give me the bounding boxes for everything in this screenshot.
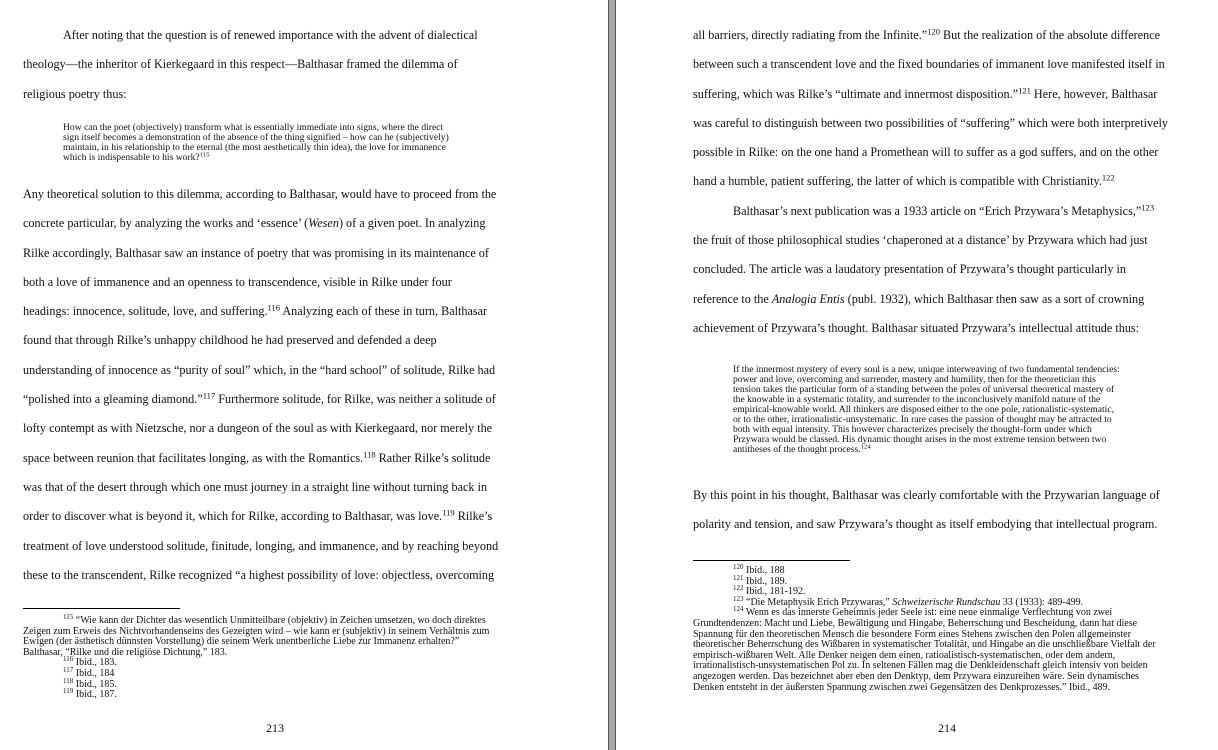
text-run: all barriers, directly radiating from the Infinite.”	[693, 28, 928, 42]
text-run: empirisch-wißbaren Welt. Alle Denker neigen dem einen, ratioalistisch-systematischen, oder dem andern,	[693, 649, 1116, 661]
text-run: concluded. The article was a laudatory presentation of Przywara’s thought particularly in	[693, 262, 1126, 277]
text-line	[23, 326, 498, 355]
text-line	[23, 561, 498, 590]
footnote-separator	[23, 608, 180, 609]
text-run: tension takes the particular form of a standing between the poles of universal theoretical mastery of	[733, 384, 1115, 395]
footnote-ref: 121	[733, 573, 744, 582]
footnote-ref: 116	[63, 655, 74, 664]
text-line	[23, 356, 498, 385]
footnote-ref: 118	[363, 448, 376, 459]
text-line	[23, 414, 498, 443]
text-line	[23, 502, 498, 531]
footnote-ref: 122	[1101, 172, 1115, 183]
text-run: space between reunion that facilitates longing, as with the Romantics.	[23, 450, 364, 465]
body-paragraph	[693, 21, 1168, 343]
footnote-ref: 123	[733, 594, 744, 603]
footnote-ref: 115	[199, 151, 210, 159]
intro-paragraph	[23, 21, 478, 109]
footnote-line	[23, 687, 489, 701]
text-line	[23, 532, 498, 561]
text-line	[23, 21, 478, 50]
text-run: polarity and tension, and saw Przywara’s thought as itself embodying that intellectual program.	[693, 517, 1158, 532]
text-run: Wenn es das innerste Geheimnis jeder Seele ist: eine neue einmalige Verflechtung von zwei	[743, 607, 1113, 619]
text-line	[693, 50, 1168, 79]
text-line	[23, 444, 498, 473]
text-run: the fruit of those philosophical studies ‘chaperoned at a distance’ by Przywara which had just	[693, 233, 1148, 248]
text-run: or to the other, irrationalistic-unsystematic. In rare cases the passion of thought may be attracted to	[733, 414, 1112, 425]
footnote-ref: 122	[733, 584, 744, 593]
text-run: “Die Metaphysik Erich Przywaras,”	[743, 596, 893, 608]
text-run: concrete particular, by analyzing the works and ‘essence’ (	[23, 216, 309, 231]
text-run: the knowable in a systematic totality, and surrender to the inconclusively manifold nature of the	[733, 394, 1101, 405]
text-run: Balthasar’s next publication was a 1933 article on “Erich Przywara’s Metaphysics,”	[733, 203, 1142, 218]
text-line	[693, 138, 1168, 167]
text-run: “Wie kann der Dichter das wesentlich Unmitteilbare (objektiv) in Zeichen umsetzen, wo doch direktes	[73, 615, 486, 626]
block-quote	[63, 123, 449, 163]
footnote-ref: 121	[1018, 84, 1031, 95]
page-214	[616, 0, 1218, 750]
italic-text: Schweizerische Rundschau	[892, 596, 1001, 608]
text-line	[693, 80, 1168, 109]
closing-paragraph	[693, 481, 1160, 540]
text-run: antitheses of the thought process.	[733, 444, 861, 455]
text-run: both a love of immanence and an openness to transcendence, visible in Rilke under four	[23, 274, 452, 289]
text-line	[23, 473, 498, 502]
text-run: achievement of Przywara’s thought. Balthasar situated Przywara’s intellectual attitude thus:	[693, 320, 1140, 335]
text-run: which is indispensable to his work?	[63, 152, 200, 163]
text-line	[23, 385, 498, 414]
footnote-ref: 124	[733, 605, 744, 614]
text-run: empirical-knowable world. All thinkers are disposed either to the one pole, rationalistic-systematic,	[733, 404, 1114, 415]
text-run: between such a transcendent love and the fixed boundaries of immanent love manifested itself in	[693, 57, 1165, 72]
text-run: these to the transcendent, Rilke recognized “a highest possibility of love: objectless, overcoming	[23, 567, 495, 582]
footnote-ref: 119	[442, 507, 455, 518]
text-run: “polished into a gleaming diamond.”	[23, 392, 203, 407]
text-line	[693, 285, 1168, 314]
text-line	[693, 109, 1168, 138]
page-213	[0, 0, 608, 750]
footnote-ref: 120	[733, 563, 744, 572]
text-run: Here, however, Balthasar	[1030, 86, 1158, 101]
text-run: theology—the inheritor of Kierkegaard in this respect—Balthasar framed the dilemma of	[23, 57, 458, 72]
text-line	[693, 314, 1168, 343]
text-line	[693, 481, 1160, 510]
text-run: Furthermore solitude, for Rilke, was neither a solitude of	[215, 392, 496, 407]
text-run: Ibid., 183.	[73, 657, 117, 669]
text-run: angezogen werden. Das bezeichnet aber eben den Denktyp, dem Przywara einzureihen wäre. Sein dynamisches	[693, 670, 1139, 682]
text-line	[733, 445, 1120, 455]
page-number: 214	[938, 721, 956, 735]
footnote-separator	[693, 560, 850, 561]
footnotes	[693, 563, 1156, 693]
text-run: religious poetry thus:	[23, 86, 127, 101]
text-run: If the innermost mystery of every soul is a new, unique interweaving of two fundamental tendencies:	[733, 364, 1120, 375]
text-run: Przywara would be classed. His dynamic thought arises in the most extreme tension between two	[733, 434, 1107, 445]
italic-text: Wesen	[308, 216, 339, 231]
footnote-ref: 117	[202, 390, 216, 401]
footnote-ref: 118	[63, 676, 74, 685]
text-line	[23, 209, 498, 238]
footnote-ref: 123	[1141, 202, 1155, 213]
text-run: How can the poet (objectively) transform what is essentially immediate into signs, where the direct	[63, 122, 444, 133]
text-run: suffering, which was Rilke’s “ultimate and innermost disposition.”	[693, 86, 1019, 101]
text-run: Rilke’s	[454, 509, 493, 524]
text-line	[693, 21, 1168, 50]
italic-text: Analogia Entis	[771, 291, 845, 306]
text-run: Balthasar, “Rilke und die religiöse Dichtung,” 183.	[23, 646, 228, 658]
text-run: irrationalistisch-unsystematischen Pol zu. In seltenen Fällen mag die Denkleidenschaft gleich intensiv von beiden	[693, 660, 1148, 672]
text-line	[693, 197, 1168, 226]
text-run: Analyzing each of these in turn, Balthasar	[279, 304, 488, 319]
footnote-line	[693, 683, 1156, 694]
text-run: But the realization of the absolute difference	[939, 28, 1161, 42]
body-paragraph	[23, 180, 498, 590]
text-run: Ibid., 185.	[73, 678, 117, 690]
text-run: Ewigen (der ästhetisch dünnsten Vorstellung) die seinem Werk unentberliche Liebe zur Immanenz erhalten?”	[23, 636, 460, 648]
text-run: By this point in his thought, Balthasar was clearly comfortable with the Przywarian language of	[693, 488, 1160, 502]
text-run: headings: innocence, solitude, love, and suffering.	[23, 304, 268, 319]
text-run: (publ. 1932), which Balthasar then saw as a sort of crowning	[844, 291, 1145, 306]
text-run: reference to the	[693, 291, 772, 306]
text-run: Grundtendenzen: Macht und Liebe, Bewältigung und Hingabe, Beherrschung und Bescheidung, dann hat diese	[693, 617, 1138, 629]
text-line	[23, 268, 498, 297]
text-run: lofty contempt as with Nietzsche, nor a dungeon of the soul as with Kierkegaard, nor merely the	[23, 421, 493, 436]
text-run: After noting that the question is of renewed importance with the advent of dialectical	[63, 28, 478, 42]
footnote-ref: 119	[63, 687, 74, 696]
text-run: found that through Rilke’s unhappy childhood he had preserved and defended a deep	[23, 333, 437, 348]
text-run: Ibid., 181-192.	[743, 586, 806, 598]
text-run: possible in Rilke: on the one hand a Promethean will to suffer as a god suffers, and on the other	[693, 145, 1159, 160]
text-run: was careful to distinguish between two possibilities of “suffering” which were both interpretively	[693, 115, 1168, 130]
text-run: power and love, overcoming and surrender, mastery and humility, then for the theoretician this	[733, 374, 1096, 385]
text-run: sign itself becomes a demonstration of the absence of the thing signified – how can he (subjectively)	[63, 132, 449, 143]
text-run: hand a humble, patient suffering, the latter of which is compatible with Christianity.	[693, 174, 1102, 189]
footnote-ref: 117	[63, 666, 74, 675]
text-run: ) of a given poet. In analyzing	[338, 216, 486, 231]
page-number: 213	[266, 721, 284, 735]
text-run: Ibid., 189.	[743, 575, 788, 587]
text-line	[23, 50, 478, 79]
text-run: theoretischer Beherrschung des Wißbaren in systematischer Totalität, und Hingabe an die unschließbare Vielfalt der	[693, 639, 1156, 651]
text-line	[693, 255, 1168, 284]
text-run: 33 (1933): 489-499.	[1000, 596, 1084, 608]
text-run: maintain, in his relationship to the eternal (the most aesthetically thin idea), the love for immanence	[63, 142, 446, 153]
text-run: Ibid., 187.	[73, 689, 117, 701]
text-run: Ibid., 184	[73, 667, 115, 679]
footnotes	[23, 613, 490, 701]
text-line	[23, 297, 498, 326]
text-run: both with equal intensity. This however characterizes precisely the thought-form under which	[733, 424, 1092, 435]
text-line	[693, 226, 1168, 255]
footnote-ref: 124	[860, 443, 871, 451]
text-run: Denken entsteht in der äußersten Spannung zwischen zwei Gegensätzen des Denkprozesses.” Ibid., 489.	[693, 681, 1111, 693]
footnote-ref: 120	[927, 26, 940, 37]
text-line	[23, 80, 478, 109]
text-run: understanding of innocence as “purity of soul” which, in the “hard school” of solitude, Rilke had	[23, 362, 496, 377]
text-line	[23, 239, 498, 268]
text-run: was that of the desert through which one must journey in a straight line without turning back in	[23, 479, 488, 494]
text-run: Rather Rilke’s solitude	[375, 450, 491, 465]
footnote-ref: 116	[267, 302, 280, 313]
text-line	[63, 153, 449, 163]
text-run: order to discover what is beyond it, which for Rilke, according to Balthasar, was love.	[23, 509, 443, 524]
text-line	[693, 167, 1168, 196]
block-quote	[733, 365, 1120, 455]
text-line	[23, 180, 498, 209]
text-run: Spannung für den theoretischen Mensch die besondere Form eines Stehens zwischen den Polen allgemeinster	[693, 628, 1131, 640]
footnote-ref: 115	[63, 613, 74, 622]
text-run: Zeigen zum Erweis des Nichtvorhandenseins des Gezeigten wird – wie kann er (subjektiv) in seinem Verhältnis zum	[23, 625, 490, 637]
text-line	[693, 510, 1160, 539]
page-divider	[608, 0, 616, 750]
text-run: Any theoretical solution to this dilemma, according to Balthasar, would have to proceed from the	[23, 187, 497, 201]
text-run: treatment of love understood solitude, finitude, longing, and immanence, and by reaching beyond	[23, 538, 499, 553]
text-run: Ibid., 188	[743, 565, 785, 576]
text-run: Rilke accordingly, Balthasar saw an instance of poetry that was promising in its maintenance of	[23, 245, 489, 260]
